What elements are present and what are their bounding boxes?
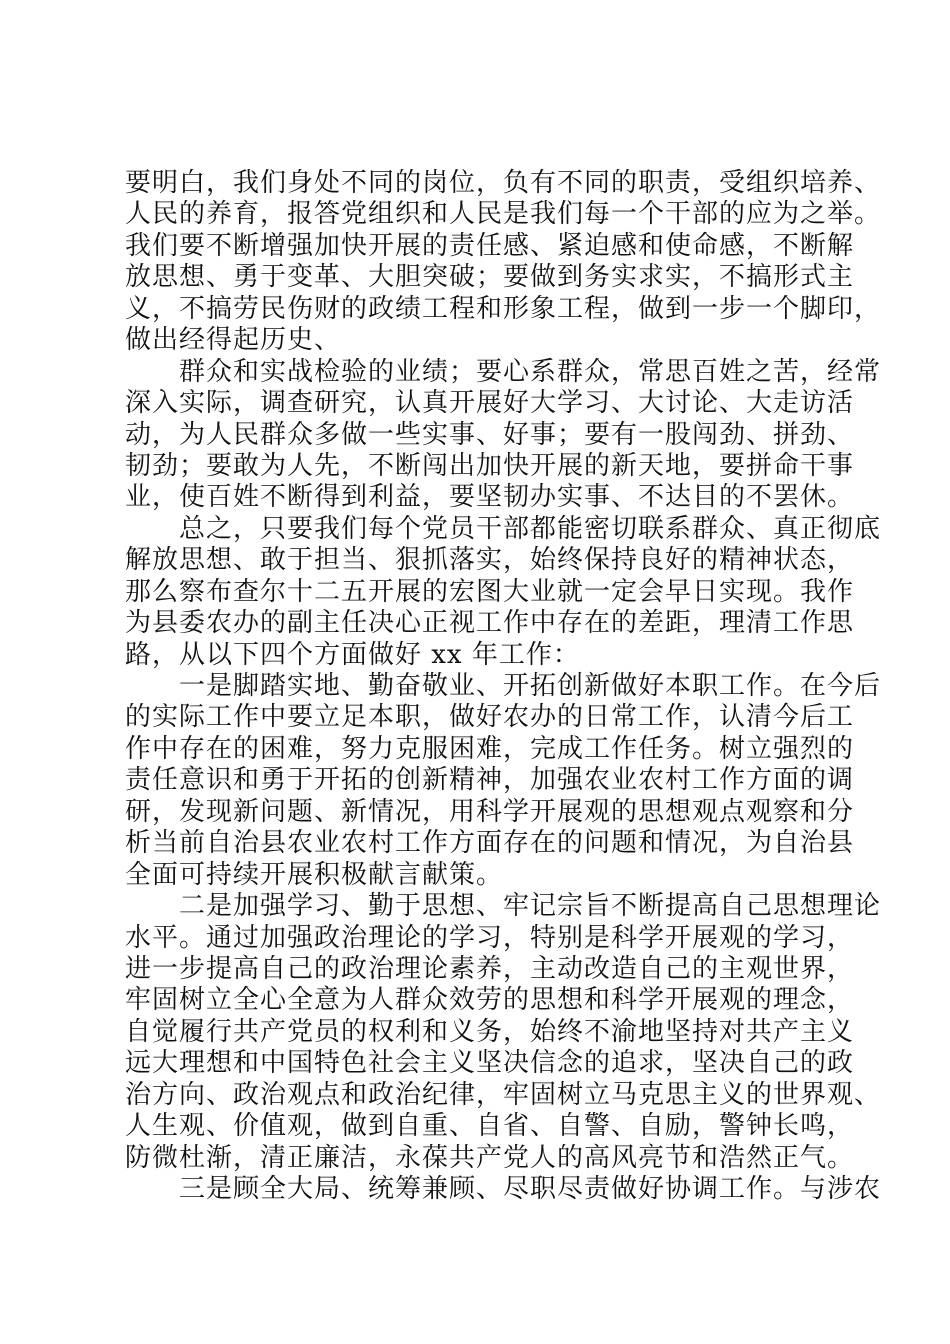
paragraph xyxy=(125,356,882,514)
text-line: 全面可持续开展积极献言献策。 xyxy=(125,859,504,890)
text-line: 作中存在的困难，努力克服困难，完成工作任务。树立强烈的 xyxy=(125,733,855,764)
text-line: 责任意识和勇于开拓的创新精神，加强农业农村工作方面的调 xyxy=(125,765,855,796)
text-line: 防微杜渐，清正廉洁，永葆共产党人的高风亮节和浩然正气。 xyxy=(125,1142,855,1173)
text-line: 人生观、价值观，做到自重、自省、自警、自励，警钟长鸣， xyxy=(125,1111,855,1142)
text-line: 人民的养育，报答党组织和人民是我们每一个干部的应为之举。 xyxy=(125,199,882,230)
text-line: 韧劲；要敢为人先，不断闯出加快开展的新天地，要拼命干事 xyxy=(125,450,855,481)
paragraph xyxy=(125,671,882,891)
text-line: 动，为人民群众多做一些实事、好事；要有一股闯劲、拼劲、 xyxy=(125,419,855,450)
text-line: 做出经得起历史、 xyxy=(125,325,342,356)
text-line: 水平。通过加强政治理论的学习，特别是科学开展观的学习， xyxy=(125,922,855,953)
text-line: 我们要不断增强加快开展的责任感、紧迫感和使命感，不断解 xyxy=(125,230,855,261)
text-line: 治方向、政治观点和政治纪律，牢固树立马克思主义的世界观、 xyxy=(125,1079,882,1110)
text-line: 义，不搞劳民伤财的政绩工程和形象工程，做到一步一个脚印， xyxy=(125,293,882,324)
text-line: 深入实际，调查研究，认真开展好大学习、大讨论、大走访活 xyxy=(125,388,855,419)
text-line: 的实际工作中要立足本职，做好农办的日常工作，认清今后工 xyxy=(125,702,855,733)
text-line: 进一步提高自己的政治理论素养，主动改造自己的主观世界， xyxy=(125,953,855,984)
text-line: 自觉履行共产党员的权利和义务，始终不渝地坚持对共产主义 xyxy=(125,1016,855,1047)
text-line: 远大理想和中国特色社会主义坚决信念的追求，坚决自己的政 xyxy=(125,1048,855,1079)
text-line: 群众和实战检验的业绩；要心系群众，常思百姓之苦，经常 xyxy=(179,356,882,387)
text-line: 牢固树立全心全意为人群众效劳的思想和科学开展观的理念， xyxy=(125,985,855,1016)
text-line: 解放思想、敢于担当、狠抓落实，始终保持良好的精神状态， xyxy=(125,545,855,576)
text-line: 放思想、勇于变革、大胆突破；要做到务实求实，不搞形式主 xyxy=(125,262,855,293)
text-line: 研，发现新问题、新情况，用科学开展观的思想观点观察和分 xyxy=(125,796,855,827)
document-page xyxy=(125,168,882,1205)
text-line: 析当前自治县农业农村工作方面存在的问题和情况，为自治县 xyxy=(125,828,855,859)
text-line: 一是脚踏实地、勤奋敬业、开拓创新做好本职工作。在今后 xyxy=(179,671,882,701)
paragraph xyxy=(125,891,882,1174)
text-line: 要明白，我们身处不同的岗位，负有不同的职责，受组织培养、 xyxy=(125,168,882,198)
text-line: 那么察布查尔十二五开展的宏图大业就一定会早日实现。我作 xyxy=(125,576,855,607)
text-line: 总之，只要我们每个党员干部都能密切联系群众、真正彻底 xyxy=(179,513,882,544)
text-line: 二是加强学习、勤于思想、牢记宗旨不断提高自己思想理论 xyxy=(179,891,882,922)
text-line: 路，从以下四个方面做好 xx 年工作： xyxy=(125,639,580,670)
paragraph xyxy=(125,513,882,671)
paragraph xyxy=(125,1174,882,1205)
text-line: 为县委农办的副主任决心正视工作中存在的差距，理清工作思 xyxy=(125,608,855,639)
paragraph xyxy=(125,168,882,357)
text-line: 业，使百姓不断得到利益，要坚韧办实事、不达目的不罢休。 xyxy=(125,482,855,513)
text-line: 三是顾全大局、统筹兼顾、尽职尽责做好协调工作。与涉农 xyxy=(179,1174,882,1204)
